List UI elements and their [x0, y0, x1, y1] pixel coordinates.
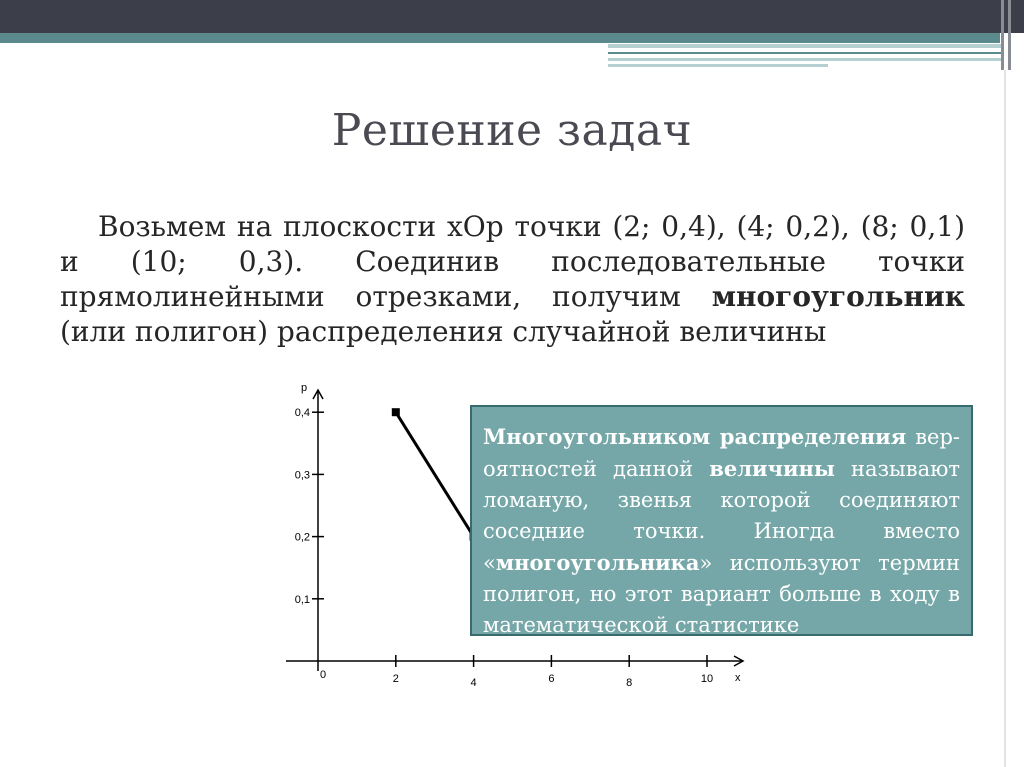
side-decoration	[1008, 0, 1011, 70]
x-tick-label: 10	[700, 673, 714, 685]
x-tick-label: 2	[392, 673, 399, 685]
definition-text: » используют термин полигон, но этот вариант больше в ходу в математической статистике	[483, 551, 960, 637]
header-accent-band	[0, 33, 1000, 43]
slide-title: Решение задач	[331, 105, 693, 156]
definition-bold-term: многоугольника	[495, 550, 700, 575]
header-accent-line	[608, 64, 828, 67]
paragraph-text: (или полигон) распределения случайной величины	[60, 315, 827, 348]
header-accent-line	[608, 52, 1002, 54]
definition-text: вероятностей данной	[483, 425, 961, 481]
definition-box	[470, 405, 973, 636]
x-axis-label: x	[735, 672, 741, 684]
x-tick-label: 6	[548, 673, 555, 685]
header-bar	[0, 0, 1024, 33]
paragraph-text: Возьмем на плоскости хОр точки (2; 0,4), (4; 0,2), (8; 0,1) и (10; 0,3). Соединив последовательные точки прямолинейными отрезками, получим	[60, 210, 965, 313]
y-axis-label: p	[301, 382, 308, 394]
header-accent-line	[608, 58, 1002, 61]
y-tick-label: 0,4	[294, 407, 310, 420]
paragraph-bold-term: многоугольник	[711, 280, 965, 313]
slide-edge	[1004, 70, 1006, 767]
body-paragraph	[60, 209, 965, 349]
definition-bold-term: Многоугольником распределения	[483, 424, 907, 449]
side-decoration	[1001, 0, 1004, 70]
y-tick-label: 0,2	[294, 531, 310, 544]
y-tick-label: 0,3	[294, 469, 310, 482]
data-point-marker	[392, 408, 400, 416]
x-tick-label: 8	[626, 677, 633, 689]
y-tick-label: 0,1	[294, 593, 310, 606]
x-tick-label: 4	[470, 677, 477, 689]
definition-text: называют ломаную, звенья которой соединяют соседние точки. Иногда вместо «	[483, 457, 960, 575]
origin-label: 0	[320, 669, 327, 681]
header-accent-line	[608, 44, 1002, 48]
definition-bold-term: величины	[709, 456, 835, 481]
